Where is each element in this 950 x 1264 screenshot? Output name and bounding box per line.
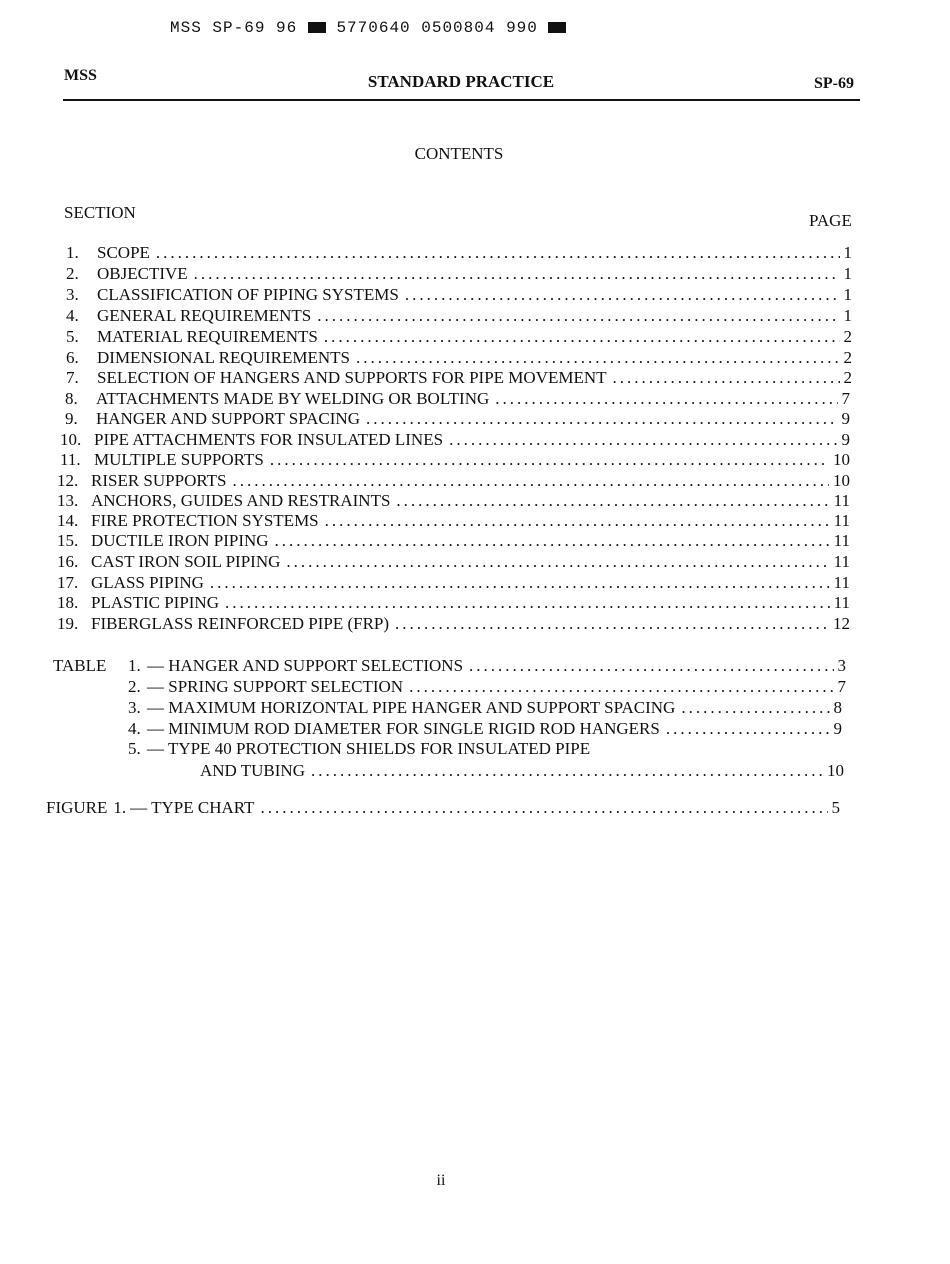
entry-title: DIMENSIONAL REQUIREMENTS <box>97 348 350 367</box>
entry-page: 9 <box>841 430 850 449</box>
entry-title: — MINIMUM ROD DIAMETER FOR SINGLE RIGID ROD HANGERS <box>147 719 660 738</box>
toc-entry <box>66 367 852 389</box>
entry-title: FIRE PROTECTION SYSTEMS <box>91 511 319 530</box>
header-title: STANDARD PRACTICE <box>367 72 555 91</box>
entry-page: 12 <box>833 614 850 633</box>
toc-entry <box>128 718 842 740</box>
dot-leader <box>613 367 840 389</box>
dot-leader <box>495 388 837 410</box>
dot-leader <box>324 326 840 348</box>
dot-leader <box>681 697 829 719</box>
toc-entry <box>66 347 852 369</box>
dot-leader <box>366 408 838 430</box>
entry-title: GLASS PIPING <box>91 573 204 592</box>
toc-entry <box>128 655 846 677</box>
entry-number: 9. <box>65 409 78 428</box>
dot-leader <box>311 760 823 782</box>
entry-page: 11 <box>833 511 850 530</box>
dot-leader <box>260 797 827 819</box>
entry-page: 11 <box>833 491 850 510</box>
dot-leader <box>270 449 829 471</box>
entry-title: ATTACHMENTS MADE BY WELDING OR BOLTING <box>96 389 490 408</box>
entry-page: 2 <box>843 327 852 346</box>
toc-entry <box>46 797 840 819</box>
dot-leader <box>356 347 840 369</box>
entry-title: GENERAL REQUIREMENTS <box>97 306 312 325</box>
entry-number: 1. <box>66 243 79 262</box>
entry-title: — TYPE 40 PROTECTION SHIELDS FOR INSULATED PIPE <box>147 739 591 758</box>
dot-leader <box>666 718 830 740</box>
dot-leader <box>405 284 840 306</box>
toc-entry <box>66 326 852 348</box>
tables-label: TABLE <box>53 656 107 675</box>
toc-entry <box>128 738 642 760</box>
entry-page: 10 <box>827 761 844 780</box>
entry-page: 10 <box>833 450 850 469</box>
document-code-left: MSS SP-69 96 <box>170 19 298 37</box>
entry-page: 7 <box>837 677 846 696</box>
entry-title: RISER SUPPORTS <box>91 471 227 490</box>
entry-number: 4. <box>66 306 79 325</box>
figure-label: FIGURE <box>46 798 108 817</box>
entry-title: OBJECTIVE <box>97 264 188 283</box>
toc-entry <box>57 470 850 492</box>
dot-leader <box>317 305 839 327</box>
entry-title: FIBERGLASS REINFORCED PIPE (FRP) <box>91 614 390 633</box>
toc-entry <box>57 510 850 532</box>
dot-leader <box>225 592 830 614</box>
toc-entry <box>57 572 850 594</box>
entry-number: 5. <box>128 739 141 758</box>
entry-page: 7 <box>841 389 850 408</box>
dot-leader <box>395 613 829 635</box>
dot-leader <box>449 429 837 451</box>
toc-entry <box>66 242 852 264</box>
dot-leader <box>396 490 829 512</box>
contents-title: CONTENTS <box>414 144 504 163</box>
entry-title: MATERIAL REQUIREMENTS <box>97 327 318 346</box>
page-number: ii <box>436 1172 446 1189</box>
dot-leader <box>233 470 829 492</box>
entry-number: 19. <box>57 614 79 633</box>
entry-title: SCOPE <box>97 243 150 262</box>
entry-page: 11 <box>833 593 850 612</box>
entry-number: 2. <box>128 677 141 696</box>
entry-number: 3. <box>128 698 141 717</box>
document-code-line <box>170 19 566 37</box>
entry-page: 11 <box>833 573 850 592</box>
entry-number: 13. <box>57 491 79 510</box>
entry-page: 10 <box>833 471 850 490</box>
entry-number: 6. <box>66 348 79 367</box>
entry-number: 3. <box>66 285 79 304</box>
toc-entry <box>66 263 852 285</box>
entry-number: 12. <box>57 471 79 490</box>
entry-page: 2 <box>843 348 852 367</box>
entry-page: 5 <box>831 798 840 817</box>
entry-number: 1. <box>113 798 127 817</box>
entry-page: 1 <box>843 285 852 304</box>
toc-entry <box>57 530 850 552</box>
toc-entry <box>128 697 842 719</box>
entry-number: 11. <box>60 450 81 469</box>
entry-page: 9 <box>833 719 842 738</box>
dot-leader <box>286 551 829 573</box>
header-rule <box>63 99 860 101</box>
entry-page: 11 <box>833 531 850 550</box>
toc-entry <box>128 676 846 698</box>
toc-entry <box>57 551 850 573</box>
barcode-block-icon <box>308 22 326 33</box>
entry-page: 8 <box>833 698 842 717</box>
entry-title: CAST IRON SOIL PIPING <box>91 552 281 571</box>
entry-title: DUCTILE IRON PIPING <box>91 531 269 550</box>
entry-number: 15. <box>57 531 79 550</box>
entry-number: 8. <box>65 389 78 408</box>
dot-leader <box>325 510 830 532</box>
entry-page: 3 <box>837 656 846 675</box>
entry-page: 11 <box>833 552 850 571</box>
entry-title: CLASSIFICATION OF PIPING SYSTEMS <box>97 285 399 304</box>
toc-entry <box>66 284 852 306</box>
document-code-right: 5770640 0500804 990 <box>336 19 538 37</box>
entry-page: 2 <box>843 368 852 387</box>
toc-entry <box>60 429 850 451</box>
dot-leader <box>210 572 830 594</box>
entry-title: MULTIPLE SUPPORTS <box>94 450 264 469</box>
entry-title: — SPRING SUPPORT SELECTION <box>147 677 404 696</box>
section-column-label: SECTION <box>64 203 136 222</box>
entry-page: 1 <box>843 243 852 262</box>
dot-leader <box>194 263 840 285</box>
barcode-block-icon <box>548 22 566 33</box>
header-org: MSS <box>64 67 97 84</box>
entry-title: AND TUBING <box>200 761 305 780</box>
entry-title: — MAXIMUM HORIZONTAL PIPE HANGER AND SUPPORT SPACING <box>147 698 676 717</box>
toc-entry <box>65 408 850 430</box>
entry-number: 18. <box>57 593 79 612</box>
entry-title: PLASTIC PIPING <box>91 593 219 612</box>
entry-title: — TYPE CHART <box>130 798 255 817</box>
entry-page: 1 <box>843 264 852 283</box>
entry-number: 10. <box>60 430 82 449</box>
entry-number: 5. <box>66 327 79 346</box>
entry-page: 9 <box>841 409 850 428</box>
entry-number: 7. <box>66 368 79 387</box>
entry-number: 16. <box>57 552 79 571</box>
toc-entry <box>60 449 850 471</box>
entry-number: 17. <box>57 573 79 592</box>
entry-title: — HANGER AND SUPPORT SELECTIONS <box>147 656 464 675</box>
dot-leader <box>275 530 830 552</box>
dot-leader <box>409 676 833 698</box>
header-doc-id: SP-69 <box>814 75 854 92</box>
toc-entry <box>66 305 852 327</box>
dot-leader <box>156 242 840 264</box>
toc-entry <box>200 760 844 782</box>
entry-number: 4. <box>128 719 141 738</box>
entry-title: HANGER AND SUPPORT SPACING <box>96 409 360 428</box>
toc-entry <box>57 592 850 614</box>
toc-entry <box>65 388 850 410</box>
toc-entry <box>57 490 850 512</box>
entry-number: 14. <box>57 511 79 530</box>
entry-number: 2. <box>66 264 79 283</box>
entry-title: SELECTION OF HANGERS AND SUPPORTS FOR PIPE MOVEMENT <box>97 368 607 387</box>
entry-number: 1. <box>128 656 141 675</box>
entry-title: PIPE ATTACHMENTS FOR INSULATED LINES <box>94 430 444 449</box>
dot-leader <box>469 655 833 677</box>
entry-page: 1 <box>843 306 852 325</box>
page-column-label: PAGE <box>809 211 852 230</box>
toc-entry <box>57 613 850 635</box>
entry-title: ANCHORS, GUIDES AND RESTRAINTS <box>91 491 391 510</box>
